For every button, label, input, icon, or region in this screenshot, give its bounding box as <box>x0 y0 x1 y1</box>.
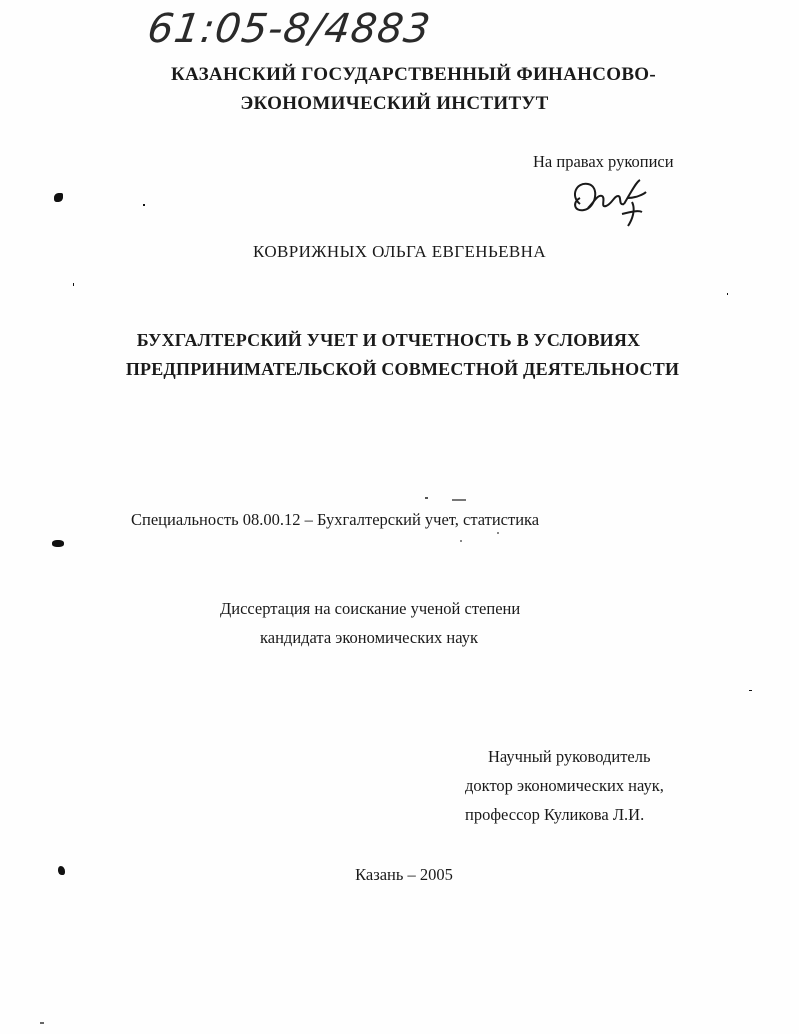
scan-mark <box>52 540 64 547</box>
specialty: Специальность 08.00.12 – Бухгалтерский учет, статистика <box>131 510 540 529</box>
handwritten-archive-code: 61:05-8/4883 <box>144 6 434 52</box>
scan-mark <box>58 866 65 875</box>
scan-mark <box>727 293 728 295</box>
scan-mark <box>452 499 466 501</box>
thesis-title-line-1: БУХГАЛТЕРСКИЙ УЧЕТ И ОТЧЕТНОСТЬ В УСЛОВИЯХ <box>136 330 641 350</box>
scan-mark <box>143 204 145 206</box>
scan-mark <box>425 497 428 499</box>
rights-note: На правах рукописи <box>533 152 674 171</box>
scan-mark <box>749 690 752 691</box>
institute-name-line-2: ЭКОНОМИЧЕСКИЙ ИНСТИТУТ <box>240 93 549 114</box>
institute-name-line-1: КАЗАНСКИЙ ГОСУДАРСТВЕННЫЙ ФИНАНСОВО- <box>170 64 657 85</box>
dissertation-line-2: кандидата экономических наук <box>260 628 479 647</box>
scan-mark <box>460 540 462 542</box>
dissertation-line-1: Диссертация на соискание ученой степени <box>220 599 521 618</box>
scan-mark <box>73 283 74 286</box>
supervisor-line-2: доктор экономических наук, <box>465 776 664 795</box>
scan-mark <box>40 1022 44 1024</box>
author-name: КОВРИЖНЫХ ОЛЬГА ЕВГЕНЬЕВНА <box>253 242 546 261</box>
city-year: Казань – 2005 <box>355 865 453 884</box>
scan-mark <box>497 532 499 534</box>
thesis-title-line-2: ПРЕДПРИНИМАТЕЛЬСКОЙ СОВМЕСТНОЙ ДЕЯТЕЛЬНОСТИ <box>125 359 680 379</box>
supervisor-line-1: Научный руководитель <box>488 747 651 766</box>
supervisor-line-3: профессор Куликова Л.И. <box>465 805 645 824</box>
signature <box>566 174 656 230</box>
scan-mark <box>54 193 63 202</box>
